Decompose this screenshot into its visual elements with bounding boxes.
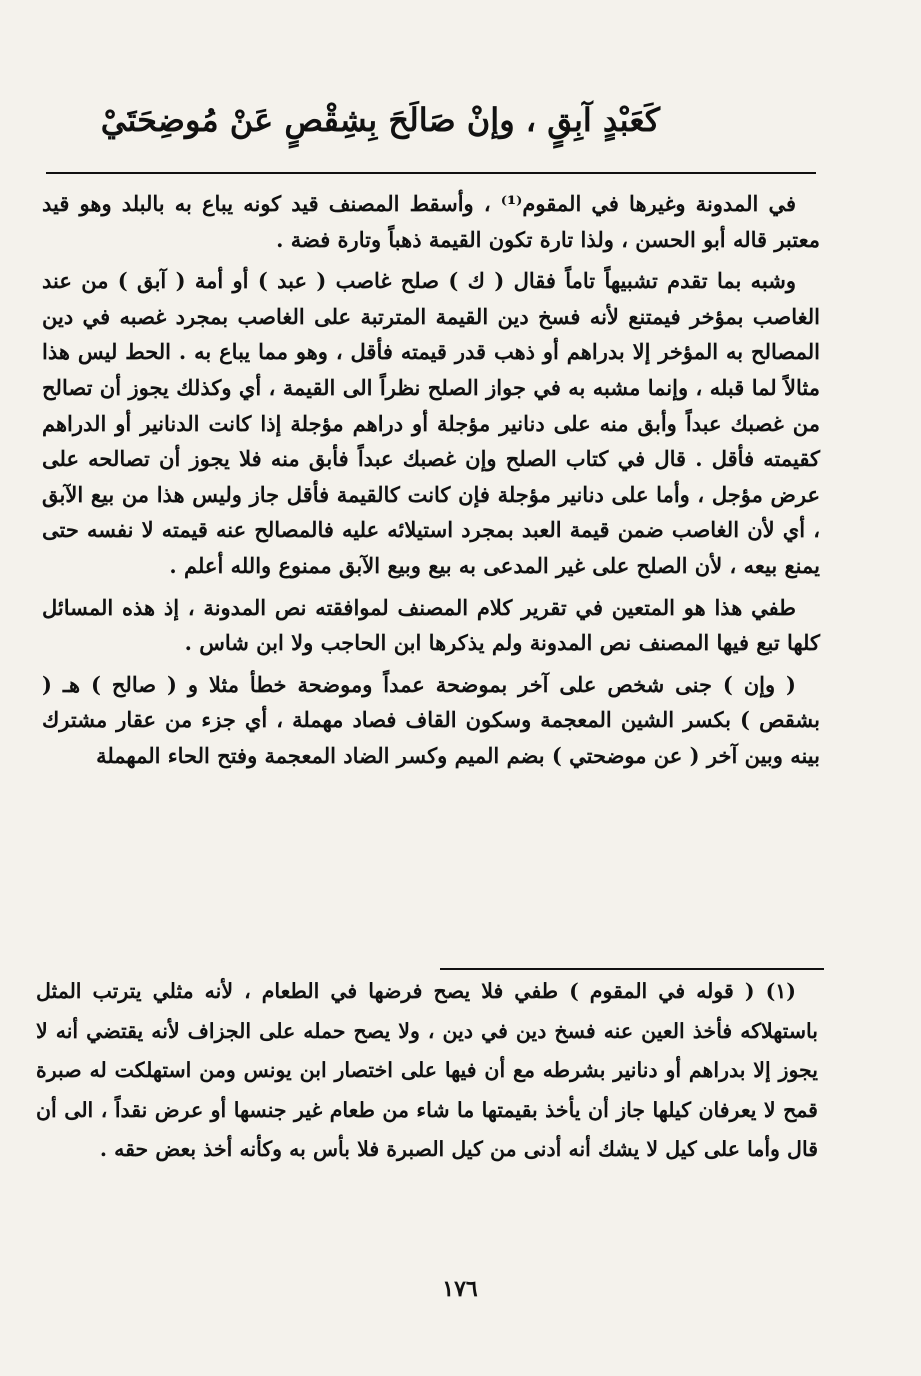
paragraph: في المدونة وغيرها في المقوم⁽¹⁾ ، وأسقط المصنف قيد كونه يباع به بالبلد وهو قيد معتبر قاله أبو الحسن ، ولذا تارة تكون القيمة ذهباً وتارة فضة .: [42, 191, 820, 252]
footnote: (١) ( قوله في المقوم ) طفي فلا يصح فرضها في الطعام ، لأنه مثلي يترتب المثل باستهلاكه فأخذ العين عنه فسخ دين في دين ، ولا يصح حمله على الجزاف لأنه يقتضي أنه لا يجوز إلا بدراهم أو دنانير بشرطه مع أن فيها على اختصار ابن يونس ومن استهلكت له صبرة قمح لا يعرفان كيلها جاز أن يأخذ بقيمتها ما شاء من طعام غير جنسها أو عرض نقداً ، الى أن قال وأما على كيل لا يشك أنه أدنى من كيل الصبرة فلا بأس به وكأنه أخذ بعض حقه .: [36, 979, 818, 1161]
page-number: ١٧٦: [442, 1276, 478, 1302]
paragraph: طفي هذا هو المتعين في تقرير كلام المصنف لموافقته نص المدونة ، إذ هذه المسائل كلها تبع فيها المصنف نص المدونة ولم يذكرها ابن الحاجب ولا ابن شاس .: [42, 594, 820, 656]
running-header-title: كَعَبْدٍ آبِقٍ ، وإنْ صَالَحَ بِشِقْصٍ عَنْ مُوضِحَتَيْ: [100, 101, 660, 139]
paragraph: وشبه بما تقدم تشبيهاً تاماً فقال ( ك ) صلح غاصب ( عبد ) أو أمة ( آبق ) من عند الغاصب بمؤخر فيمتنع لأنه فسخ دين القيمة المترتبة على الغاصب بمجرد غصبه في دين المصالح به المؤخر إلا بدراهم أو ذهب قدر قيمته فأقل ، وهو مما يباع به . الحط ليس هذا مثالاً لما قبله ، وإنما مشبه به في جواز الصلح نظراً الى القيمة ، أي وكذلك يجوز أن تصالح من غصبك عبداً وأبق منه على دنانير مؤجلة أو دراهم مؤجلة إذا كانت الدنانير أو الدراهم كقيمته فأقل . قال في كتاب الصلح وإن غصبك عبداً فأبق منه فلا يجوز أن تصالحه على عرض مؤجل ، وأما على دنانير مؤجلة فإن كانت كالقيمة فأقل جاز وليس هذا من بيع الآبق ، أي لأن الغاصب ضمن قيمة العبد بمجرد استيلائه عليه فالمصالح عنه قيمته لا نفسه حتى يمنع بيعه ، لأن الصلح على غير المدعى به بيع وبيع الآبق ممنوع والله أعلم .: [42, 268, 821, 578]
main-text: [42, 186, 820, 774]
footnote-divider: [440, 968, 824, 970]
paragraph: ( وإن ) جنى شخص على آخر بموضحة عمداً وموضحة خطأ مثلا و ( صالح ) هـ ( بشقص ) بكسر الشين المعجمة وسكون القاف فصاد مهملة ، أي جزء من عقار مشترك بينه وبين آخر ( عن موضحتي ) بضم الميم وكسر الضاد المعجمة وفتح الحاء المهملة: [42, 671, 820, 768]
header-divider: [46, 172, 816, 174]
